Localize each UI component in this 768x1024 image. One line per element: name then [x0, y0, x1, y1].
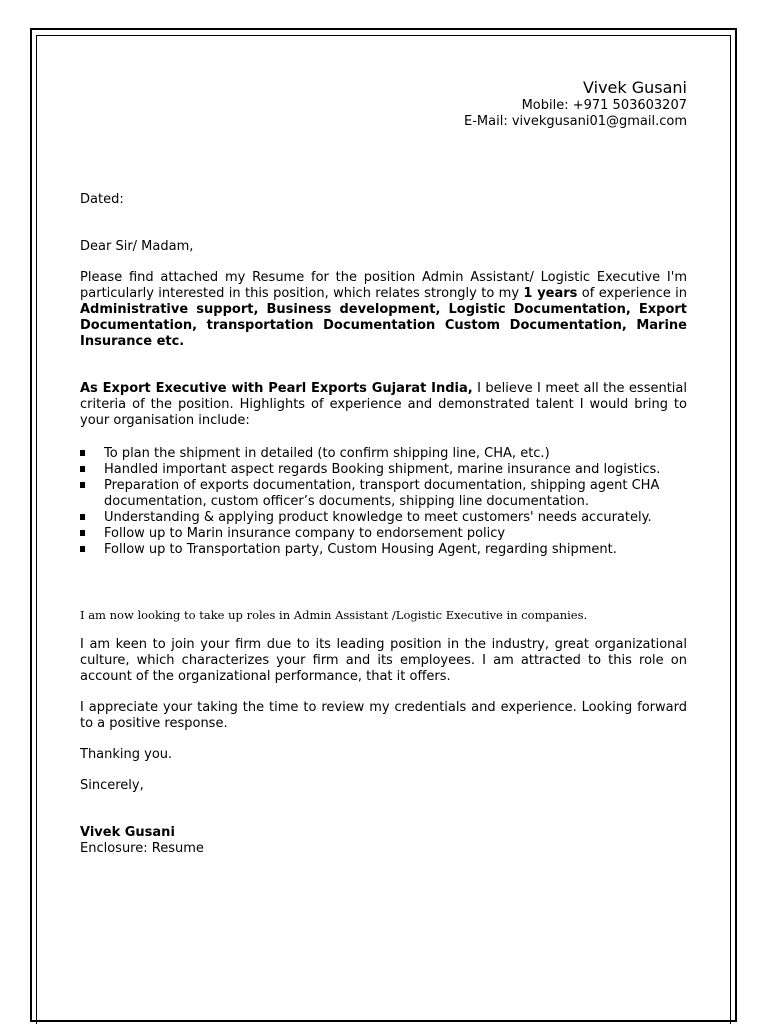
list-item: Follow up to Transportation party, Custom Housing Agent, regarding shipment.	[80, 542, 687, 558]
intro-paragraph: Please find attached my Resume for the position Admin Assistant/ Logistic Executive I'm particularly interested in this position, which relates strongly to my 1 years of experience in Administrative support, Business development, Logistic Documentation, Export Documentation, transportation Documentation Custom Documentation, Marine Insurance etc.	[80, 270, 687, 349]
current-role: As Export Executive with Pearl Exports Gujarat India,	[80, 381, 473, 396]
bullet-icon	[80, 530, 85, 536]
list-item: Preparation of exports documentation, transport documentation, shipping agent CHA documentation, custom officer’s documents, shipping line documentation.	[80, 478, 687, 510]
bullet-icon	[80, 466, 85, 472]
list-item: Understanding & applying product knowledge to meet customers' needs accurately.	[80, 510, 687, 526]
keen-paragraph: I am keen to join your firm due to its leading position in the industry, great organizational culture, which characterizes your firm and its employees. I am attracted to this role on account of the organizational performance, that it offers.	[80, 637, 687, 684]
sender-mobile: Mobile: +971 503603207	[521, 98, 687, 113]
appreciate-paragraph: I appreciate your taking the time to review my credentials and experience. Looking forward to a positive response.	[80, 700, 687, 731]
list-item: Handled important aspect regards Booking shipment, marine insurance and logistics.	[80, 462, 687, 478]
experience-years: 1 years	[523, 286, 578, 301]
sender-name: Vivek Gusani	[583, 78, 687, 97]
thanking-line: Thanking you.	[80, 747, 173, 762]
bullet-icon	[80, 514, 85, 520]
enclosure-line: Enclosure: Resume	[80, 841, 204, 856]
dated-line: Dated:	[80, 192, 124, 207]
bullet-icon	[80, 450, 85, 456]
signature-name: Vivek Gusani	[80, 825, 175, 840]
bullet-icon	[80, 546, 85, 552]
skills-list: Administrative support, Business development, Logistic Documentation, Export Documentation, transportation Documentation Custom Documentation, Marine Insurance etc.	[80, 302, 687, 349]
closing: Sincerely,	[80, 778, 144, 793]
list-item: To plan the shipment in detailed (to confirm shipping line, CHA, etc.)	[80, 446, 687, 462]
cover-letter	[80, 78, 687, 857]
salutation: Dear Sir/ Madam,	[80, 239, 194, 254]
list-item: Follow up to Marin insurance company to endorsement policy	[80, 526, 687, 542]
bullet-icon	[80, 482, 85, 488]
roles-line: I am now looking to take up roles in Admin Assistant /Logistic Executive in companies.	[80, 608, 588, 622]
highlights-list	[80, 446, 687, 558]
sender-email: E-Mail: vivekgusani01@gmail.com	[464, 114, 687, 129]
letter-header	[80, 78, 687, 130]
experience-paragraph: As Export Executive with Pearl Exports Gujarat India, I believe I meet all the essential criteria of the position. Highlights of experience and demonstrated talent I would bring to your organisation include:	[80, 381, 687, 428]
